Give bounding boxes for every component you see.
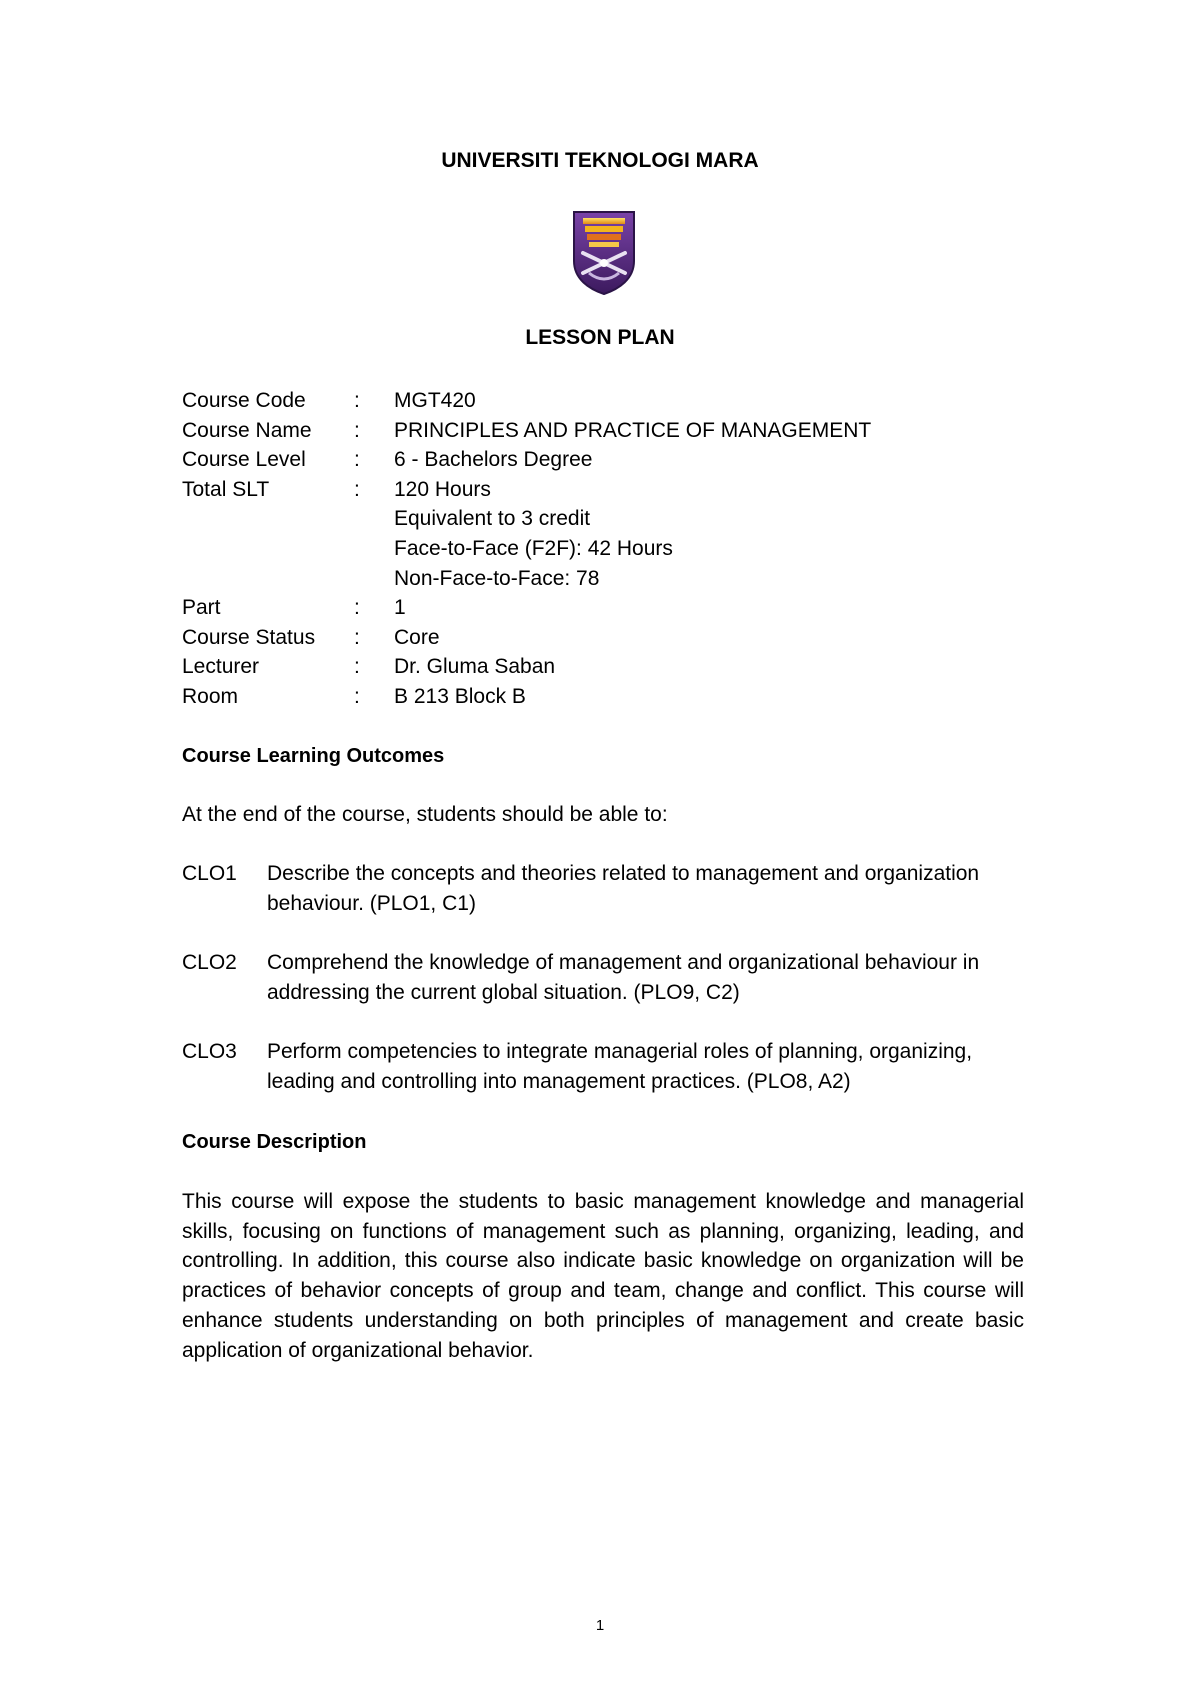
outcomes-intro: At the end of the course, students should be able to: xyxy=(182,803,668,826)
info-row-course-level xyxy=(182,445,1032,475)
info-label: Room xyxy=(182,684,239,708)
clo-id: CLO1 xyxy=(182,862,237,885)
page-number: 1 xyxy=(595,1617,605,1634)
info-colon: : xyxy=(354,625,360,649)
info-value: 6 - Bachelors Degree xyxy=(394,448,593,472)
clo-id: CLO3 xyxy=(182,1040,237,1063)
info-row-total-slt xyxy=(182,475,1032,593)
clo-text: Perform competencies to integrate managerial roles of planning, organizing, leading and controlling into management practices. (PLO8, A2) xyxy=(267,1040,973,1093)
info-value: MGT420 xyxy=(394,389,476,412)
info-label: Course Code xyxy=(182,389,306,412)
info-label: Total SLT xyxy=(182,477,270,501)
description-text: This course will expose the students to basic management knowledge and managerial skills, focusing on functions of management such as planning, organizing, leading, and controlling. In addition, this course also indicate basic knowledge on organization will be practices of behavior concepts of group and team, change and conflict. This course will enhance students understanding on both principles of management and create basic application of organizational behavior. xyxy=(182,1190,1024,1362)
clo-item xyxy=(182,948,1032,1007)
clo-item xyxy=(182,1037,1032,1096)
description-heading: Course Description xyxy=(182,1131,367,1153)
info-colon: : xyxy=(354,596,360,620)
info-value: B 213 Block B xyxy=(394,684,526,708)
info-label: Lecturer xyxy=(182,655,260,679)
info-value: Non-Face-to-Face: 78 xyxy=(394,566,600,590)
info-colon: : xyxy=(354,389,360,412)
info-row-course-status xyxy=(182,623,1032,653)
info-colon: : xyxy=(354,448,360,472)
info-value: PRINCIPLES AND PRACTICE OF MANAGEMENT xyxy=(394,418,872,442)
clo-text: Describe the concepts and theories related to management and organization behaviour. (PLO1, C1) xyxy=(267,862,980,915)
course-info-table xyxy=(182,386,1032,712)
info-colon: : xyxy=(354,418,360,442)
info-label: Course Status xyxy=(182,625,316,649)
university-crest-icon xyxy=(569,209,639,296)
info-row-part xyxy=(182,593,1032,623)
info-value: Equivalent to 3 credit xyxy=(394,507,591,531)
document-title: LESSON PLAN xyxy=(525,326,675,349)
clo-text: Comprehend the knowledge of management and organizational behaviour in addressing the current global situation. (PLO9, C2) xyxy=(267,951,980,1004)
university-title: UNIVERSITI TEKNOLOGI MARA xyxy=(441,149,759,172)
clo-id: CLO2 xyxy=(182,951,237,974)
info-colon: : xyxy=(354,655,360,679)
info-row-lecturer xyxy=(182,652,1032,682)
info-label: Course Name xyxy=(182,418,312,442)
info-value: Core xyxy=(394,625,440,649)
outcomes-heading: Course Learning Outcomes xyxy=(182,745,445,767)
info-label: Part xyxy=(182,596,221,620)
info-row-course-code xyxy=(182,386,1032,416)
info-colon: : xyxy=(354,477,360,501)
info-row-room xyxy=(182,682,1032,712)
info-value: 1 xyxy=(394,596,406,620)
info-value: Dr. Gluma Saban xyxy=(394,655,556,679)
info-colon: : xyxy=(354,684,360,708)
info-label: Course Level xyxy=(182,448,306,472)
info-row-course-name xyxy=(182,416,1032,446)
info-value: Face-to-Face (F2F): 42 Hours xyxy=(394,536,673,560)
clo-item xyxy=(182,859,1032,918)
info-value: 120 Hours xyxy=(394,477,491,501)
